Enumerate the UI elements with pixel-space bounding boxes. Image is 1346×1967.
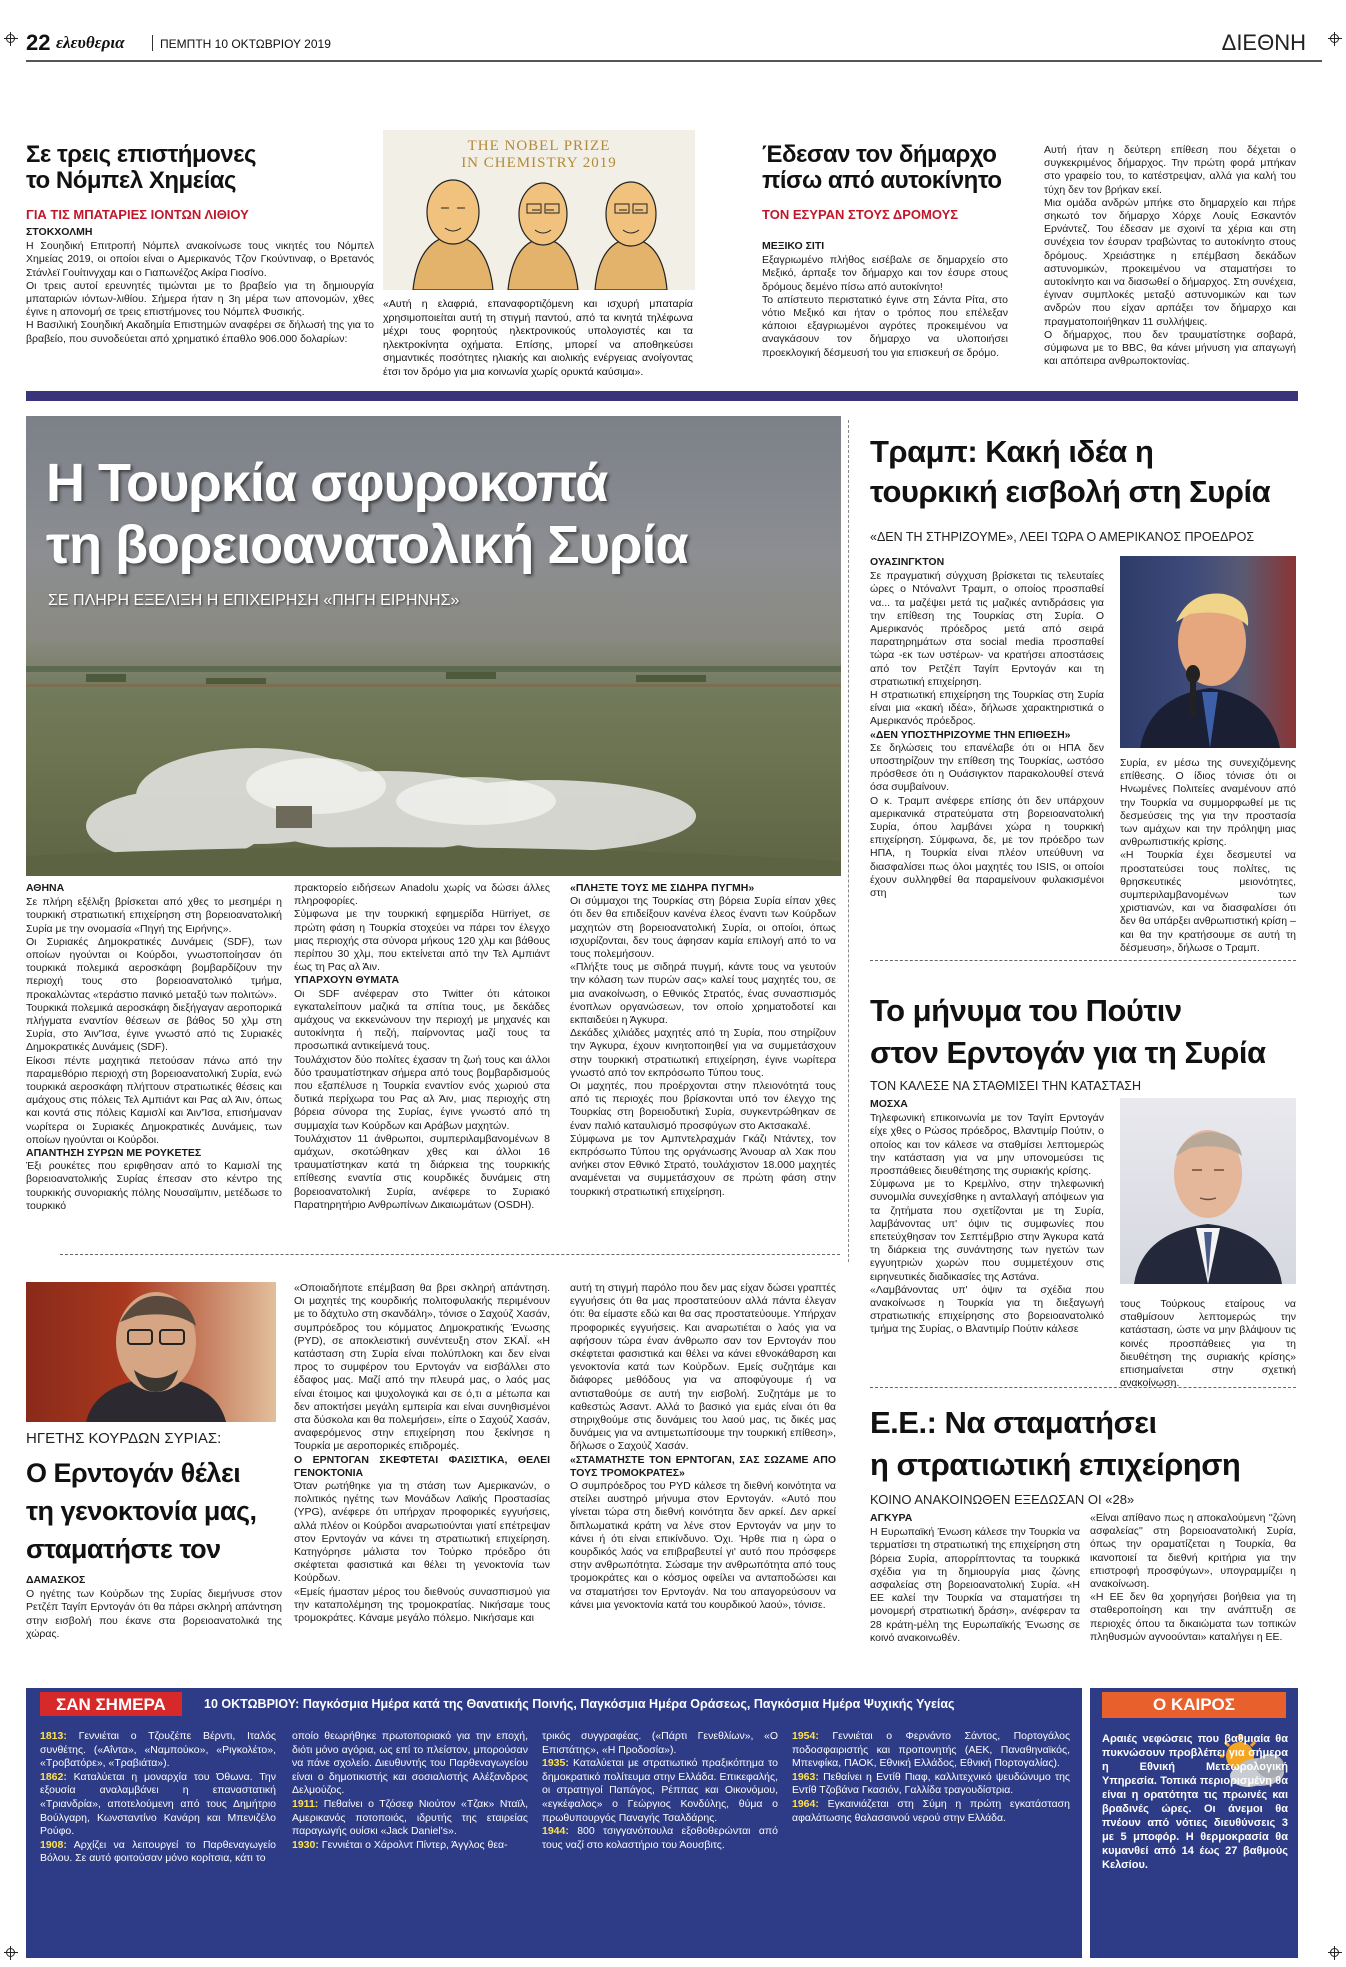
- today-text: οποίο θεωρήθηκε πρωτοποριακό για την εποχή, διότι μόνο αγόρια, ως επί το πλείστον, μπορούσαν να πάνε σχολείο. Διευθυντής του Παρθεναγωγείου είναι ο δημοτικιστής και σοσιαλιστής Αλέξανδρος Δελμούζος.: [292, 1730, 528, 1797]
- kurd-kicker: ΗΓΕΤΗΣ ΚΟΥΡΔΩΝ ΣΥΡΙΑΣ:: [26, 1430, 222, 1447]
- kurd-subhead: Ο ΕΡΝΤΟΓΑΝ ΣΚΕΦΤΕΤΑΙ ΦΑΣΙΣΤΙΚΑ, ΘΕΛΕΙ ΓΕΝΟΚΤΟΝΙΑ: [294, 1453, 550, 1479]
- mayor-paragraph: Αυτή ήταν η δεύτερη επίθεση που δέχεται ο συγκεκριμένος δήμαρχος. Την πρώτη φορά μπήκαν στο γραφείο του, το κατέστρεψαν, αλλά για καλή του τύχη δεν τον βρήκαν εκεί.: [1044, 144, 1296, 196]
- nobel-headline-line2: το Νόμπελ Χημείας: [26, 167, 236, 195]
- today-entry: [292, 1798, 528, 1839]
- issue-date: ΠΕΜΠΤΗ 10 ΟΚΤΩΒΡΙΟΥ 2019: [160, 37, 331, 51]
- kurd-body-col1: [26, 1574, 282, 1641]
- nobel-image-title-line1: THE NOBEL PRIZE: [467, 138, 611, 154]
- putin-portrait: [1120, 1098, 1296, 1284]
- putin-paragraph: «Λαμβάνοντας υπ' όψιν τα σχέδια που ανακοίνωσε η Τουρκία για τη διεξαγωγή στρατιωτικής επιχείρησης στο βορειοανατολικό τμήμα της Συρίας, ο Βλαντιμίρ Πούτιν κάλεσε: [870, 1283, 1104, 1336]
- today-entry: [292, 1839, 528, 1853]
- turkey-body-col1: [26, 882, 282, 1213]
- nobel-image-title-line2: IN CHEMISTRY 2019: [461, 155, 617, 171]
- today-text: Γεννιέται ο Τζουζέπε Βέρντι, Ιταλός συνθέτης. («Αΐντα», «Ναμπούκο», «Ριγκολέτο», «Τροβατόρε», «Τραβιάτα»).: [40, 1730, 276, 1770]
- putin-paragraph: τους Τούρκους εταίρους να σταθμίσουν λεπτομερώς την κατάσταση, ώστε να μην βλάψουν τις κοινές προσπάθειες για τη διευθέτηση της συριακής κρίσης» επισημαίνεται στην σχετική ανακοίνωση.: [1120, 1298, 1296, 1390]
- today-entry: [792, 1771, 1070, 1798]
- today-year: 1944:: [542, 1825, 569, 1838]
- turkey-subhead: ΥΠΑΡΧΟΥΝ ΘΥΜΑΤΑ: [294, 974, 400, 987]
- eu-paragraph: «Η ΕΕ δεν θα χορηγήσει βοήθεια για τη σταθεροποίηση και την ανάπτυξη σε περιοχές όπου τα δικαιώματα των τοπικών πληθυσμών αγνοούνται» καταλήγει η ΕΕ.: [1090, 1591, 1296, 1643]
- turkey-dateline: ΑΘΗΝΑ: [26, 882, 65, 894]
- trump-paragraph: Σε πραγματική σύγχυση βρίσκεται τις τελευταίες ώρες ο Ντόναλντ Τραμπ, ο οποίος προσπαθεί να... τα μαζέψει μετά τις μαζικές αντιδράσεις για την επίθεση της Τουρκίας στη Συρία. Ο Αμερικανός πρόεδρος μετά από σειρά παρατηρημάτων στα social media προσπαθεί τώρα -εκ των υστέρων- να κρατήσει αποστάσεις από τον Ρετζέπ Ταγίπ Ερντογάν και τη στρατιωτική επιχείρηση.: [870, 570, 1104, 688]
- turkey-body-col3: [570, 882, 836, 1199]
- eu-body-col1: [870, 1512, 1080, 1645]
- today-year: 1964:: [792, 1797, 819, 1810]
- today-entry: [542, 1730, 778, 1757]
- nobel-dateline: ΣΤΟΚΧΟΛΜΗ: [26, 226, 93, 238]
- trump-subtitle: «ΔΕΝ ΤΗ ΣΤΗΡΙΖΟΥΜΕ», ΛΕΕΙ ΤΩΡΑ Ο ΑΜΕΡΙΚΑΝΟΣ ΠΡΟΕΔΡΟΣ: [870, 530, 1255, 544]
- trump-photo: [1120, 556, 1296, 748]
- today-entry: [542, 1825, 778, 1852]
- trump-headline: [870, 432, 1310, 512]
- nobel-body: [26, 226, 374, 346]
- trump-paragraph: Ο κ. Τραμπ ανέφερε επίσης ότι δεν υπάρχουν αμερικανικά στρατεύματα στη βορειοανατολική Συρία, όπου λαμβάνει χώρα η τουρκική επιχείρηση. Σύμφωνα, δε, με τον πρόεδρο των ΗΠΑ, η Τουρκία είναι πλέον υπεύθυνη να διασφαλίσει πως όλοι μαχητές του ISIS, οι οποίοι έχουν συλληφθεί θα παραμείνουν φυλακισμένοι στη: [870, 794, 1104, 900]
- turkey-paragraph: Οι Συριακές Δημοκρατικές Δυνάμεις (SDF), των οποίων ηγούνται οι Κούρδοι, γνωστοποίησαν ότι τουρκικά πολεμικά αεροσκάφη βομβαρδίζουν την περιοχή τους στο βορειοανατολικό τμήμα, προκαλώντας «τεράστιο πανικό μεταξύ των πολιτών».: [26, 935, 282, 1001]
- turkey-strike-photo: [26, 416, 841, 876]
- mayor-dateline: ΜΕΞΙΚΟ ΣΙΤΙ: [762, 240, 825, 252]
- mayor-paragraph: Εξαγριωμένο πλήθος εισέβαλε σε δημαρχείο στο Μεξικό, άρπαξε τον δήμαρχο και τον έσυρε στους δρόμους δεμένο πίσω από αυτοκίνητο!: [762, 254, 1008, 293]
- mayor-body-col1: [762, 240, 1008, 360]
- eu-dateline: ΑΓΚΥΡΑ: [870, 1512, 913, 1524]
- putin-dateline: ΜΟΣΧΑ: [870, 1098, 908, 1110]
- nobel-paragraph: Η Σουηδική Επιτροπή Νόμπελ ανακοίνωσε τους νικητές του Νόμπελ Χημείας 2019, οι οποίοι είναι ο Αμερικανός Τζον Γκούντιναφ, ο Βρετανός Στάνλεϊ Γουίτινγχαμ και ο Γιαπωνέζος Ακίρα Γιοσίνο.: [26, 240, 374, 279]
- today-year: 1911:: [292, 1797, 319, 1810]
- turkey-paragraph: Είκοσι πέντε μαχητικά πετούσαν πάνω από την παραμεθόριο περιοχή στη βορειοανατολική Συρία, ενώ τουρκικά αεροσκάφη πλήττουν στρατιωτικές θέσεις και αμάχους στις πόλεις Τελ Αμπιάντ και Ρας αλ Άιν, όπως και κοντά στις πόλεις Καμισλί και Άιν'Ίσα, επισήμαναν νωρίτερα οι Συριακές Δημοκρατικές Δυνάμεις, των οποίων ηγούνται οι Κούρδοι.: [26, 1054, 282, 1146]
- putin-subtitle: ΤΟΝ ΚΑΛΕΣΕ ΝΑ ΣΤΑΘΜΙΣΕΙ ΤΗΝ ΚΑΤΑΣΤΑΣΗ: [870, 1079, 1142, 1093]
- turkey-paragraph: Οι SDF ανέφεραν στο Twitter ότι κάτοικοι εγκαταλείπουν μαζικά τα σπίτια τους, με δεκάδες αμάχους να εκκενώνουν την περιοχή με μηχανές και αυτοκίνητα ή πεζή, παίρνοντας μαζί τους τα προσωπικά αντικείμενά τους.: [294, 987, 550, 1053]
- putin-paragraph: Σύμφωνα με το Κρεμλίνο, στην τηλεφωνική συνομιλία συνεχίσθηκε η ανταλλαγή απόψεων για τα ζητήματα που σχετίζονται με τη Συρία, λαμβάνοντας υπ' όψιν τις συμφωνίες που επετεύχθησαν τον Σεπτέμβριο στην Άγκυρα κατά τη διάρκεια της συνάντησης των ηγετών των εγγυητριών χωρών που συμμετέχουν στις ειρηνευτικές διαδικασίες της Αστάνα.: [870, 1178, 1104, 1283]
- today-col3: [542, 1730, 778, 1852]
- crop-mark: [1328, 32, 1342, 46]
- turkey-paragraph: Οι μαχητές, που προέρχονται στην πλειονότητά τους από τις περιοχές που βρίσκονται υπό τον έλεγχο της Τουρκίας στη βορειοδυτική Συρία, συγκεντρώθηκαν σε έναν παλιό καταυλισμό προσφύγων στο Ακτσακαλέ.: [570, 1080, 836, 1132]
- putin-paragraph: Τηλεφωνική επικοινωνία με τον Ταγίπ Ερντογάν είχε χθες ο Ρώσος πρόεδρος, Βλαντιμίρ Πούτιν, ο οποίος και τον κάλεσε να σταθμίσει λεπτομερώς την κατάσταση για να μην υπονομεύσει τις προσπάθειες διευθέτησης της συριακής κρίσης.: [870, 1112, 1104, 1178]
- putin-headline-line2: στον Ερντογάν για τη Συρία: [870, 1035, 1266, 1070]
- trump-body-col1: [870, 556, 1104, 900]
- turkey-paragraph: Τουλάχιστον 11 άνθρωποι, συμπεριλαμβανομένων 8 αμάχων, σκοτώθηκαν χθες και άλλοι 16 τραυματίστηκαν κατά τη διάρκεια της τουρκικής επίθεσης εναντία στις κουρδικές δυνάμεις στη βορειοανατολική Συρία, ανέφερε το Συριακό Παρατηρητήριο Ανθρωπίνων Δικαιωμάτων (OSDH).: [294, 1132, 550, 1211]
- section-separator: [60, 1254, 840, 1255]
- mayor-headline-line1: Έδεσαν τον δήμαρχο: [762, 141, 997, 168]
- today-bar: [26, 1688, 1082, 1720]
- today-entry: [792, 1798, 1070, 1825]
- today-entry: [40, 1839, 276, 1866]
- trump-portrait: [1120, 556, 1296, 748]
- section-divider-bar: [26, 391, 1298, 401]
- trump-dateline: ΟΥΑΣΙΝΓΚΤΟΝ: [870, 556, 945, 568]
- mayor-headline: [762, 142, 1012, 195]
- trump-paragraph: Η στρατιωτική επιχείρηση της Τουρκίας στη Συρία είναι μια «κακή ιδέα», δήλωσε χαρακτηριστικά ο Αμερικανός πρόεδρος.: [870, 689, 1104, 728]
- turkey-paragraph: Σύμφωνα με την τουρκική εφημερίδα Hürriyet, σε πρώτη φάση η Τουρκία στοχεύει να πάρει τον έλεγχο μιας περιοχής στα σύνορα μήκους 120 χλμ και βάθους περίπου 30 χλμ, που εκτείνεται από την Τελ Αμπιάντ έως τη Ρας αλ Άιν.: [294, 908, 550, 974]
- kurd-headline-line3: σταματήστε τον: [26, 1534, 221, 1564]
- trump-body-col2: [1120, 757, 1296, 955]
- today-text: 800 τσιγγανόπουλα εξοθοθερώνται από τους ναζί στο κολαστήριο του Άουσβιτς.: [542, 1825, 778, 1851]
- today-year: 1813:: [40, 1730, 67, 1742]
- turkey-paragraph: Τουλάχιστον δύο πολίτες έχασαν τη ζωή τους και άλλοι δύο τραυματίστηκαν σήμερα από τους βομβαρδισμούς που εξαπέλυσε η Τουρκία εναντίον ενός χωριού στα δυτικά περίχωρα του Ρας αλ Άιν, μιας περιοχής στη βόρεια σύνορα της Συρίας, έγινε γνωστό από τη συμμαχία των Κούρδων και Αράβων μαχητών.: [294, 1053, 550, 1132]
- eu-headline: [870, 1402, 1310, 1486]
- nobel-subtitle: ΓΙΑ ΤΙΣ ΜΠΑΤΑΡΙΕΣ ΙΟΝΤΩΝ ΛΙΘΙΟΥ: [26, 207, 249, 222]
- kurd-headline-line2: τη γενοκτονία μας,: [26, 1496, 257, 1526]
- kurd-headline-line1: Ο Ερντογάν θέλει: [26, 1458, 241, 1488]
- nobel-headline-line1: Σε τρεις επιστήμονες: [26, 141, 257, 168]
- today-text: Καταλύεται η μοναρχία του Όθωνα. Την εξουσία αναλαμβάνει η επαναστατική «Τριανδρία», αποτελούμενη από τους Δημήτριο Βούλγαρη, Κωνσταντίνο Κανάρη και Μπενιζέλο Ρούφο.: [40, 1770, 276, 1838]
- crop-mark: [4, 1946, 18, 1960]
- turkey-paragraph: Έξι ρουκέτες που εριφθησαν από το Καμισλί της βορειοανατολικής Συρίας έπεσαν στο κέντρο της τουρκικής συνοριακής πόλης Νουσαϊμπιν, μετέδωσε το τουρκικό: [26, 1160, 282, 1212]
- turkey-headline: [46, 452, 688, 576]
- trump-paragraph: «Η Τουρκία έχει δεσμευτεί να προστατεύσει τους πολίτες, τις θρησκευτικές μειονότητες, συμπεριλαμβανομένων των χριστιανών, και να διασφαλίσει ότι δεν θα υπάρξει ανθρωπιστική κρίση – και θα την κρατήσουμε σε αυτή τη δέσμευση», δήλωσε ο Τραμπ.: [1120, 849, 1296, 954]
- turkey-subhead: ΑΠΑΝΤΗΣΗ ΣΥΡΩΝ ΜΕ ΡΟΥΚΕΤΕΣ: [26, 1147, 202, 1160]
- page-number: 22: [26, 30, 51, 55]
- mayor-paragraph: Το απίστευτο περιστατικό έγινε στη Σάντα Ρίτα, στο νότιο Μεξικό και ήταν ο τρόπος που επέλεξαν κάποιοι εξαγριωμένοι αγρότες προκειμένου να αναγκάσουν τον δήμαρχο να υλοποιήσει προεκλογική δέσμευσή του για επισκευή σε δρόμο.: [762, 293, 1008, 359]
- today-entry: [542, 1757, 778, 1825]
- kurd-paragraph: Ο συμπρόεδρος του PYD κάλεσε τη διεθνή κοινότητα να στείλει αυστηρό μήνυμα στον Ερντογάν. «Αυτό που γίνεται τώρα στη διεθνή κοινότητα δεν αρκεί. Δεν αρκεί διπλωματικά κράτη να λένε στον Ερντογάν να μην το κάνει ή ότι είναι επικίνδυνο. Όχι. Ήρθε πια η ώρα ο κουρδικός λαός να επιβραβευτεί γι' αυτό που πρόσφερε στην ανθρωπότητα. Σώσαμε την ανθρωπότητα από τους τρομοκράτες και ο κόσμος οφείλει να ανταποδώσει και να σταματήσει τον Ερντογάν. Να του απαγορεύσουν να κάνει μια γενοκτονία κατά του κουρδικού λαού», τόνισε.: [570, 1480, 836, 1611]
- today-text: Γεννιέται ο Φερνάντο Σάντος, Πορτογάλος ποδοσφαιριστής και προπονητής (ΑΕΚ, Παναθηναϊκός, Μπενφίκα, ΠΑΟΚ, Εθνική Ελλάδος, Εθνική Πορτογαλίας).: [792, 1730, 1070, 1770]
- weather-label: Ο ΚΑΙΡΟΣ: [1102, 1692, 1286, 1718]
- today-text: Γεννιέται ο Χάρολντ Πίντερ, Άγγλος θεα-: [321, 1838, 508, 1851]
- kurd-paragraph: αυτή τη στιγμή παρόλο που δεν μας είχαν δώσει γραπτές εγγυήσεις ότι θα μας προστατεύουν αλλά πάντα έλεγαν ότι: θα είμαστε εδώ και θα σας προστατεύουμε. Υπήρχαν προφορικές εγγυήσεις. Και αναρωτιέται ο λαός για να αφήσουν τώρα έναν άνθρωπο σαν τον Ερντογάν που σκέφτεται φασιστικά και θέλει να κάνει εθνοκάθαρση και γενοκτονία κατά των Κούρδων. Εμείς συζητάμε και διάφορες μεθόδους για να αποφύγουμε ή να αντισταθούμε σε αυτή την εισβολή. Συζητάμε με το καθεστώς Άσαντ. Αλλά το βασικό για εμάς είναι ότι θα στηριχθούμε στις δυνάμεις του λαού μας, τις δικές μας δυνάμεις για να αντιμετωπίσουμε την τουρκική επίθεση», δήλωσε ο Σαχούζ Χασάν.: [570, 1282, 836, 1453]
- putin-photo: [1120, 1098, 1296, 1284]
- kurd-paragraph: Όταν ρωτήθηκε για τη στάση των Αμερικανών, ο πολιτικός ηγέτης των Μονάδων Λαϊκής Προστασίας (YPG), ανέφερε ότι υπήρχαν προφορικές εγγυήσεις, αλλά πλέον οι Κούρδοι αναρωτιούνται γιατί επέτρεψαν στον Ερντογάν να κάνει τη στρατιωτική επιχείρηση. Κατηγόρησε μάλιστα τον Τούρκο πρόεδρο ότι σκέφτεται φασιστικά και θέλει τη γενοκτονία των Κούρδων.: [294, 1480, 550, 1585]
- section-separator: [870, 960, 1296, 961]
- today-year: 1963:: [792, 1770, 819, 1783]
- today-year: 1930:: [292, 1838, 319, 1851]
- today-headline: 10 ΟΚΤΩΒΡΙΟΥ: Παγκόσμια Ημέρα κατά της Θανατικής Ποινής, Παγκόσμια Ημέρα Οράσεως, Παγκόσμια Ημέρα Ψυχικής Υγείας: [204, 1697, 955, 1711]
- today-col2: [292, 1730, 528, 1852]
- today-year: 1908:: [40, 1838, 67, 1851]
- nobel-laureates-image: [383, 130, 695, 290]
- today-entry: [40, 1771, 276, 1839]
- nobel-quote: «Αυτή η ελαφριά, επαναφορτιζόμενη και ισχυρή μπαταρία χρησιμοποιείται αυτή τη στιγμή παντού, από τα κινητά τηλέφωνα μέχρι τους φορητούς ηλεκτρονικούς υπολογιστές και τα ηλεκτροκίνητα οχήματα. Επίσης, μπορεί να αποθηκεύσει σημαντικές ποσότητες ηλιακής και αιολικής ενέργειας ανοίγοντας έτσι τον δρόμο για μια κοινωνία χωρίς ορυκτά καύσιμα».: [383, 298, 693, 378]
- today-year: 1862:: [40, 1770, 67, 1783]
- today-text: τρικός συγγραφέας. («Πάρτι Γενεθλίων», «Ο Επιστάτης», «Η Προδοσία»).: [542, 1730, 778, 1756]
- today-entry: [292, 1730, 528, 1798]
- turkey-headline-line2: τη βορειοανατολική Συρία: [46, 515, 688, 575]
- kurd-paragraph: Ο ηγέτης των Κούρδων της Συρίας διεμήνυσε στον Ρετζέπ Ταγίπ Ερντογάν ότι θα πάρει σκληρή απάντηση στην εισβολή που έκανε στα βορειοανατολικά της χώρας.: [26, 1588, 282, 1640]
- laureate-portraits: [383, 130, 695, 290]
- kurd-leader-photo: [26, 1282, 276, 1422]
- turkey-subhead: «ΠΛΗΞΤΕ ΤΟΥΣ ΜΕ ΣΙΔΗΡΑ ΠΥΓΜΗ»: [570, 882, 755, 894]
- today-text: Εγκαινιάζεται στη Σύμη η πρώτη εγκατάσταση αφαλάτωσης θαλασσινού νερού στην Ελλάδα.: [792, 1797, 1070, 1824]
- section-name: ΔΙΕΘΝΗ: [1221, 30, 1306, 55]
- today-col1: [40, 1730, 276, 1866]
- putin-headline-line1: Το μήνυμα του Πούτιν: [870, 993, 1182, 1028]
- turkey-body-col2: [294, 882, 550, 1212]
- trump-paragraph: Σε δηλώσεις του επανέλαβε ότι οι ΗΠΑ δεν υποστηρίζουν την επίθεση της Τουρκίας, ωστόσο πρόσθεσε ότι η Ουάσιγκτον παρακολουθεί στενά όσα συμβαίνουν.: [870, 741, 1104, 794]
- crop-mark: [1328, 1946, 1342, 1960]
- eu-paragraph: Η Ευρωπαϊκή Ένωση κάλεσε την Τουρκία να τερματίσει τη στρατιωτική της επιχείρηση στη βόρεια Συρία, απορρίπτοντας τα τουρκικά σχέδια για τη δημιουργία μιας ζώνης ασφαλείας στη βορειοανατολική Συρία. «Η ΕΕ καλεί την Τουρκία να σταματήσει τη μονομερή στρατιωτική δράση», ανέφεραν τα 28 κράτη-μέλη της Ευρωπαϊκής Ένωσης σε κοινό ανακοινωθέν.: [870, 1526, 1080, 1644]
- today-year: 1935:: [542, 1757, 569, 1770]
- today-text: Πεθαίνει ο Τζόσεφ Νιούτον «Τζακ» Νταϊλ, Αμερικανός ποτοποιός, ιδρυτής της εταιρείας παραγωγής ουίσκι «Jack Daniel's».: [292, 1797, 528, 1838]
- today-text: Καταλύεται με στρατιωτικό πραξικόπημα το δημοκρατικό πολίτευμα στην Ελλάδα. Επικεφαλής, οι στρατηγοί Παπάγος, Ρέππας και Οικονόμου, «εγκέφαλος» ο Γεώργιος Κονδύλης, θύμα ο πρωθυπουργός Παναγής Τσαλδάρης.: [542, 1757, 778, 1824]
- trump-headline-line1: Τραμπ: Κακή ιδέα η: [870, 434, 1154, 469]
- kurd-leader-portrait: [26, 1282, 276, 1422]
- turkey-paragraph: Οι σύμμαχοι της Τουρκίας στη βόρεια Συρία είπαν χθες ότι δεν θα επιδείξουν κανένα έλεος έναντι των Κούρδων μαχητών στη βορειοανατολική Συρία, οι οποίοι, όπως ισχυρίζονται, δεν τους άφησαν καμία επιλογή από το να τους πολεμήσουν.: [570, 895, 836, 961]
- today-entry: [792, 1730, 1070, 1771]
- trump-subhead: «ΔΕΝ ΥΠΟΣΤΗΡΙΖΟΥΜΕ ΤΗΝ ΕΠΙΘΕΣΗ»: [870, 728, 1071, 741]
- eu-headline-line1: Ε.Ε.: Να σταματήσει: [870, 1405, 1157, 1440]
- turkey-paragraph: Σε πλήρη εξέλιξη βρίσκεται από χθες το μεσημέρι η τουρκική στρατιωτική επιχείρηση στη βορειοανατολική Συρία με την ονομασία «Πηγή της Ειρήνης».: [26, 896, 282, 935]
- kurd-dateline: ΔΑΜΑΣΚΟΣ: [26, 1574, 86, 1586]
- kurd-body-col2: [294, 1282, 550, 1625]
- weather-forecast: Αραιές νεφώσεις που βαθμιαία θα πυκνώσουν προβλέπει για σήμερα η Εθνική Μετεωρολογική Υπηρεσία. Τοπικά περιορισμένη θα είναι η ορατότητα τις πρωινές και βραδινές ώρες. Οι άνεμοι θα πνέουν από νότιες διευθύνσεις 3 με 5 μποφόρ. Η θερμοκρασία θα κυμανθεί από 14 έως 27 βαθμούς Κελσίου.: [1102, 1733, 1288, 1871]
- eu-headline-line2: η στρατιωτική επιχείρηση: [870, 1447, 1241, 1482]
- kurd-body-col3: [570, 1282, 836, 1612]
- column-divider: [848, 420, 849, 1262]
- header-divider: [152, 35, 153, 51]
- trump-paragraph: Συρία, εν μέσω της συνεχιζόμενης επίθεσης. Ο ίδιος τόνισε ότι οι Ηνωμένες Πολιτείες αναμένουν από την Τουρκία να συμμορφωθεί με τις δεσμεύσεις της για την προστασία των αμάχων και την πρόληψη μιας ανθρωπιστικής κρίσης.: [1120, 757, 1296, 849]
- eu-subtitle: ΚΟΙΝΟ ΑΝΑΚΟΙΝΩΘΕΝ ΕΞΕΔΩΣΑΝ ΟΙ «28»: [870, 1492, 1135, 1507]
- section-separator: [870, 1387, 1296, 1388]
- turkey-paragraph: πρακτορείο ειδήσεων Anadolu χωρίς να δώσει άλλες πληροφορίες.: [294, 882, 550, 908]
- masthead: ελευθερια: [56, 33, 125, 52]
- mayor-paragraph: Ο δήμαρχος, που δεν τραυματίστηκε σοβαρά, σύμφωνα με το BBC, θα κάνει μήνυση για απαγωγή και απόπειρα ανθρωποκτονίας.: [1044, 328, 1296, 368]
- today-label: ΣΑΝ ΣΗΜΕΡΑ: [40, 1692, 182, 1716]
- kurd-headline: [26, 1454, 296, 1568]
- mayor-paragraph: Μια ομάδα ανδρών μπήκε στο δημαρχείο και πήρε σηκωτό τον δήμαρχο Χόρχε Λουίς Εσκαντόν Ερνάντεζ. Του έδεσαν με σχοινί τα χέρια και στη συνέχεια τον έσυραν τραβώντας το αυτοκίνητο στους δρόμους. Χρειάστηκε η επέμβαση δεκάδων αστυνομικών, προκειμένου να σταματήσει το αυτοκίνητο και να διασωθεί ο δήμαρχος. Στη συνέχεια, έγιναν συμπλοκές μεταξύ αστυνομικών και των ανδρών που είχαν αρπάξει τον δήμαρχο και πραγματοποιήθηκαν 11 συλλήψεις.: [1044, 196, 1296, 328]
- crop-mark: [4, 32, 18, 46]
- turkey-subtitle: ΣΕ ΠΛΗΡΗ ΕΞΕΛΙΞΗ Η ΕΠΙΧΕΙΡΗΣΗ «ΠΗΓΗ ΕΙΡΗΝΗΣ»: [48, 592, 460, 609]
- turkey-paragraph: Σύμφωνα με τον Αμπντελραχμάν Γκάζι Ντάντεχ, τον εκπρόσωπο Τύπου της οργάνωσης Άνουαρ αλ Χακ που ανήκει στον Εθνικό Στρατό, τουλάχιστον 18.000 μαχητές αναμένεται να συμμετάσχουν σε πρώτη φάση στην τουρκική στρατιωτική επιχείρηση.: [570, 1132, 836, 1198]
- turkey-paragraph: Δεκάδες χιλιάδες μαχητές από τη Συρία, που στηρίζουν την Άγκυρα, έχουν κινητοποιηθεί για να συμμετάσχουν στην τουρκική στρατιωτική επιχείρηση, έγινε νωρίτερα γνωστό από τον εκπρόσωπο Τύπου τους.: [570, 1027, 836, 1079]
- today-col4: [792, 1730, 1070, 1825]
- mayor-subtitle: ΤΟΝ ΕΣΥΡΑΝ ΣΤΟΥΣ ΔΡΟΜΟΥΣ: [762, 207, 959, 222]
- putin-body-col1: [870, 1098, 1104, 1337]
- turkey-paragraph: «Πλήξτε τους με σιδηρά πυγμή, κάντε τους να γευτούν την κόλαση των πυρών σας» καλεί τους μαχητές του, σε μια ανακοίνωση, ο Εθνικός Στρατός, ένας συνασπισμός ένοπλων οργανώσεων, τον οποίο χρηματοδοτεί και εκπαιδεύει η Άγκυρα.: [570, 961, 836, 1027]
- nobel-headline: [26, 142, 386, 195]
- putin-body-col2: [1120, 1298, 1296, 1390]
- putin-headline: [870, 990, 1310, 1074]
- kurd-paragraph: «Εμείς ήμασταν μέρος του διεθνούς συνασπισμού για την καταπολέμηση της τρομοκρατίας. Νικήσαμε τους τρομοκράτες. Κάναμε μεγάλο πόλεμο. Νικήσαμε και: [294, 1585, 550, 1625]
- trump-headline-line2: τουρκική εισβολή στη Συρία: [870, 474, 1271, 509]
- today-text: Πεθαίνει η Εντίθ Πιαφ, καλλιτεχνικό ψευδώνυμο της Εντίθ Τζοβάνα Γκασιόν, Γαλλίδα τραγουδίστρια.: [792, 1770, 1070, 1797]
- nobel-paragraph: Η Βασιλική Σουηδική Ακαδημία Επιστημών αναφέρει σε δήλωσή της για το βραβείο, που συνοδεύεται από χρηματικό έπαθλο 906.000 δολαρίων:: [26, 319, 374, 345]
- kurd-subhead: «ΣΤΑΜΑΤΗΣΤΕ ΤΟΝ ΕΡΝΤΟΓΑΝ, ΣΑΣ ΣΩΖΑΜΕ ΑΠΟ ΤΟΥΣ ΤΡΟΜΟΚΡΑΤΕΣ»: [570, 1453, 836, 1479]
- weather-panel: [1090, 1688, 1298, 1958]
- nobel-paragraph: Οι τρεις αυτοί ερευνητές τιμώνται με το βραβείο για τη δημιουργία μπαταριών ιόντων-λιθίου. Σήμερα ήταν η 3η μέρα των απονομών, χθες έγινε η απονομή σε τρεις επιστήμονες του Νόμπελ Φυσικής.: [26, 279, 374, 319]
- turkey-paragraph: Τουρκικά πολεμικά αεροσκάφη διεξήγαγαν αεροπορικά πλήγματα εναντίον θέσεων σε βάθος 50 χλμ στη Συρία, στο Άιν'Ίσα, έγινε γνωστό από τις Συριακές Δημοκρατικές Δυνάμεις (SDF).: [26, 1001, 282, 1054]
- mayor-headline-line2: πίσω από αυτοκίνητο: [762, 167, 1002, 195]
- mayor-body-col2: [1044, 144, 1296, 368]
- header-rule: [26, 60, 1322, 62]
- page-header: [26, 26, 1322, 60]
- eu-body-col2: [1090, 1512, 1296, 1644]
- turkey-headline-line1: Η Τουρκία σφυροκοπά: [46, 453, 608, 513]
- today-year: 1954:: [792, 1730, 819, 1742]
- today-text: Αρχίζει να λειτουργεί το Παρθεναγωγείο Βόλου. Σε αυτό φοιτούσαν μόνο κορίτσια, κάτι το: [40, 1838, 276, 1865]
- today-entry: [40, 1730, 276, 1771]
- kurd-paragraph: «Οποιαδήποτε επέμβαση θα βρει σκληρή απάντηση. Οι μαχητές της κουρδικής πολιτοφυλακής περιμένουν με το δάχτυλο στη σκανδάλη», τόνισε ο Σαχούζ Χασάν, συμπρόεδρος του κόμματος Δημοκρατικής Ένωσης (PYD), σε αποκλειστική συνέντευξη στον ΣΚΑΪ. «Η κατάσταση στη Συρία είναι πολύπλοκη και δεν είναι προς το συμφέρον του Ερντογάν να εισβάλλει στο έδαφος μας. Μαζί από την πλευρά μας, ο λαός μας είναι έτοιμος και ψυχολογικά και σε ό,τι α μέτωπα και δεν αποκτήσει μεγάλη εμπειρία και είναι συνηθισμένοι στα δύσκολα και θα πολεμήσει», είπε ο Σαχούζ Χασάν, αναφερόμενος στην επιχείρηση που ξεκίνησε η Τουρκία με αεροπορικές επιδρομές.: [294, 1282, 550, 1453]
- eu-paragraph: «Είναι απίθανο πως η αποκαλούμενη ''ζώνη ασφαλείας'' στη βορειοανατολική Συρία, όπως την οραματίζεται η Τουρκία, θα ικανοποιεί τα διεθνή κριτήρια για την επιστροφή προσφύγων», υπογραμμίζει η ανακοίνωση.: [1090, 1512, 1296, 1591]
